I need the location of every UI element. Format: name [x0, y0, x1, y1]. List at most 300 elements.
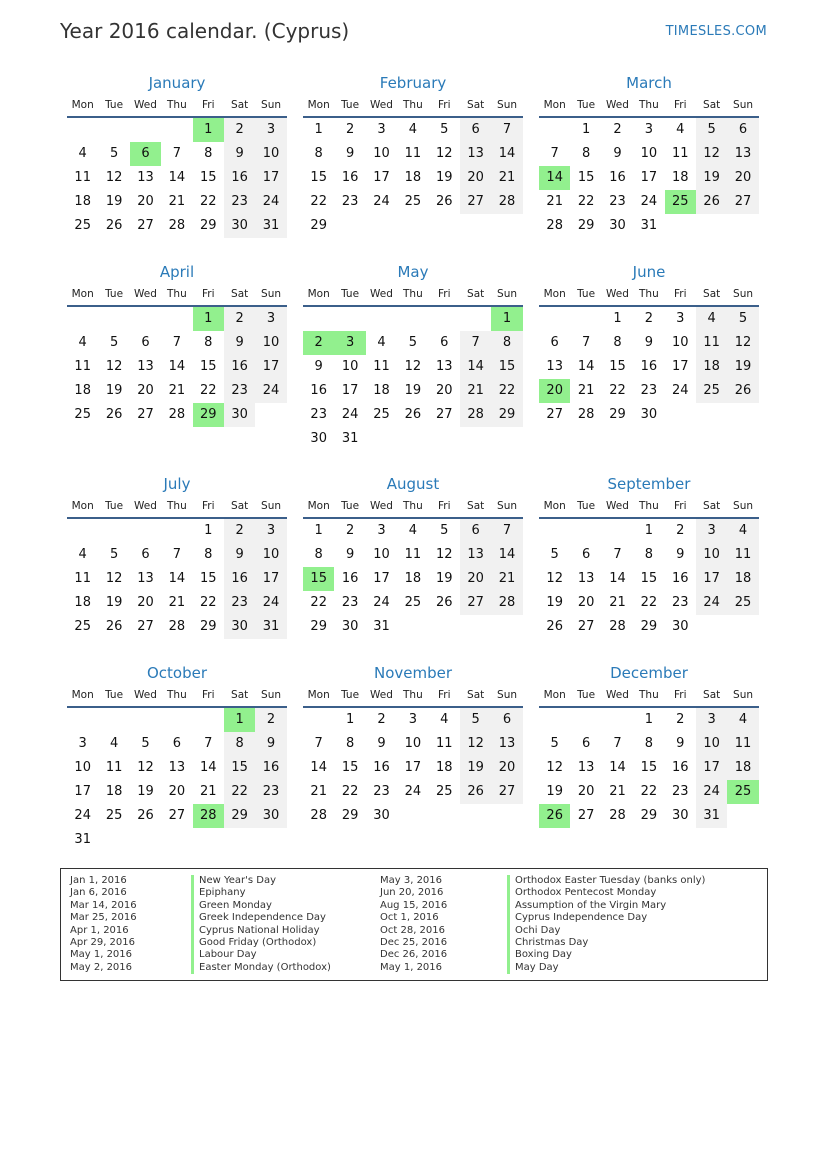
day-cell: 23	[224, 379, 255, 403]
day-grid	[303, 307, 523, 451]
weekday-label: Wed	[370, 500, 393, 512]
day-cell: 29	[491, 403, 522, 427]
day-cell: 13	[460, 142, 491, 166]
weekday-label: Sat	[467, 288, 485, 300]
weekday-label: Tue	[341, 500, 360, 512]
day-cell: 17	[640, 170, 658, 185]
day-cell: 16	[224, 567, 255, 591]
day-cell: 7	[491, 118, 522, 142]
day-cell: 22	[199, 595, 217, 610]
day-cell: 23	[341, 194, 359, 209]
day-cell: 25	[696, 379, 727, 403]
empty-cell	[460, 427, 491, 451]
legend-dates-left	[70, 875, 137, 974]
day-cell: 22	[640, 595, 658, 610]
empty-cell	[665, 214, 696, 238]
empty-cell	[98, 708, 129, 732]
day-cell: 22	[224, 780, 255, 804]
empty-cell	[397, 214, 428, 238]
day-cell: 3	[255, 118, 286, 142]
day-cell: 22	[310, 595, 327, 610]
legend-holiday-name: Cyprus National Holiday	[191, 925, 331, 937]
day-cell: 31	[341, 431, 359, 446]
weekday-label: Sat	[703, 288, 721, 300]
day-cell: 14	[491, 142, 522, 166]
weekday-label: Tue	[577, 288, 596, 300]
weekday-header	[539, 495, 759, 519]
day-cell: 20	[577, 595, 595, 610]
legend-date: Aug 15, 2016	[380, 899, 448, 911]
day-cell: 26	[696, 190, 727, 214]
day-cell: 30	[671, 808, 689, 823]
day-grid	[303, 118, 523, 238]
day-cell: 2	[377, 712, 386, 727]
day-cell: 26	[539, 804, 570, 828]
day-cell: 20	[491, 756, 522, 780]
weekday-label: Sun	[733, 500, 754, 512]
day-cell: 18	[671, 170, 689, 185]
day-cell: 20	[460, 567, 491, 591]
weekday-header	[303, 495, 523, 519]
day-grid	[67, 519, 287, 639]
day-cell: 28	[491, 591, 522, 615]
day-cell: 9	[345, 547, 355, 562]
day-cell: 25	[665, 190, 696, 214]
day-cell: 12	[435, 547, 453, 562]
day-cell: 18	[727, 567, 758, 591]
day-cell: 1	[193, 118, 224, 142]
day-cell: 29	[199, 218, 217, 233]
day-cell: 1	[224, 708, 255, 732]
day-cell: 20	[727, 166, 758, 190]
day-cell: 11	[74, 170, 91, 185]
day-cell: 19	[546, 784, 563, 799]
month-february	[303, 72, 523, 238]
day-cell: 11	[696, 331, 727, 355]
weekday-label: Sat	[231, 500, 249, 512]
day-cell: 29	[640, 808, 658, 823]
day-cell: 20	[577, 784, 595, 799]
weekday-header	[539, 684, 759, 708]
weekday-label: Sat	[231, 689, 249, 701]
day-cell: 21	[168, 383, 186, 398]
day-cell: 28	[460, 403, 491, 427]
day-cell: 10	[696, 732, 727, 756]
empty-cell	[727, 214, 758, 238]
day-cell: 25	[727, 591, 758, 615]
day-cell: 26	[105, 407, 123, 422]
day-cell: 16	[640, 359, 658, 374]
weekday-label: Wed	[606, 288, 629, 300]
month-name: February	[379, 74, 447, 92]
day-cell: 14	[609, 571, 626, 586]
day-cell: 7	[172, 146, 181, 161]
month-may	[303, 261, 523, 451]
day-cell: 25	[435, 784, 453, 799]
day-cell: 23	[640, 383, 658, 398]
legend-holiday-name: New Year's Day	[191, 875, 331, 887]
day-cell: 29	[577, 218, 595, 233]
legend-holiday-name: Labour Day	[191, 949, 331, 961]
day-cell: 3	[676, 311, 685, 326]
month-november	[303, 662, 523, 828]
day-cell: 10	[373, 547, 390, 562]
day-cell: 17	[255, 355, 286, 379]
weekday-label: Fri	[674, 99, 687, 111]
weekday-label: Fri	[438, 500, 451, 512]
weekday-header	[303, 94, 523, 118]
day-cell: 5	[696, 118, 727, 142]
weekday-label: Mon	[307, 500, 330, 512]
day-cell: 24	[373, 595, 390, 610]
day-cell: 2	[676, 523, 685, 538]
day-cell: 3	[78, 736, 87, 751]
day-cell: 6	[581, 547, 591, 562]
empty-cell	[539, 708, 570, 732]
day-cell: 5	[440, 122, 449, 137]
day-cell: 16	[224, 166, 255, 190]
empty-cell	[429, 307, 460, 331]
day-cell: 20	[435, 383, 453, 398]
legend-date: May 2, 2016	[70, 961, 133, 973]
weekday-label: Wed	[606, 500, 629, 512]
day-cell: 13	[137, 359, 154, 374]
day-cell: 4	[377, 335, 386, 350]
day-cell: 23	[671, 784, 689, 799]
day-cell: 1	[644, 523, 653, 538]
weekday-label: Tue	[577, 689, 596, 701]
day-cell: 8	[613, 335, 622, 350]
day-cell: 21	[546, 194, 563, 209]
day-cell: 6	[172, 736, 181, 751]
day-cell: 26	[727, 379, 758, 403]
month-name: July	[163, 475, 191, 493]
weekday-header	[539, 283, 759, 307]
day-cell: 2	[303, 331, 334, 355]
weekday-label: Tue	[105, 689, 124, 701]
day-cell: 28	[193, 804, 224, 828]
empty-cell	[491, 804, 522, 828]
day-cell: 16	[224, 355, 255, 379]
empty-cell	[255, 828, 286, 852]
empty-cell	[397, 307, 428, 331]
day-cell: 17	[341, 383, 359, 398]
day-cell: 1	[314, 122, 323, 137]
day-cell: 4	[408, 523, 417, 538]
day-cell: 4	[727, 708, 758, 732]
month-name: April	[159, 263, 195, 281]
day-cell: 30	[341, 619, 359, 634]
day-cell: 1	[314, 523, 323, 538]
weekday-label: Thu	[167, 288, 187, 300]
day-cell: 19	[137, 784, 154, 799]
day-cell: 30	[224, 403, 255, 427]
day-cell: 24	[640, 194, 658, 209]
weekday-label: Mon	[543, 288, 566, 300]
empty-cell	[98, 519, 129, 543]
weekday-label: Sat	[703, 99, 721, 111]
empty-cell	[303, 708, 334, 732]
day-cell: 2	[644, 311, 653, 326]
day-cell: 8	[204, 335, 213, 350]
day-cell: 28	[577, 407, 595, 422]
month-name: September	[607, 475, 691, 493]
day-cell: 9	[613, 146, 622, 161]
day-cell: 23	[609, 194, 626, 209]
empty-cell	[161, 708, 192, 732]
empty-cell	[696, 214, 727, 238]
day-cell: 11	[373, 359, 390, 374]
day-cell: 8	[491, 331, 522, 355]
day-cell: 25	[74, 619, 91, 634]
weekday-label: Sun	[733, 288, 754, 300]
day-cell: 8	[644, 547, 653, 562]
weekday-label: Wed	[134, 500, 157, 512]
month-name: June	[632, 263, 666, 281]
empty-cell	[334, 214, 365, 238]
weekday-label: Fri	[674, 288, 687, 300]
day-cell: 16	[671, 760, 689, 775]
weekday-label: Sat	[467, 500, 485, 512]
day-cell: 4	[676, 122, 685, 137]
empty-cell	[727, 403, 758, 427]
day-cell: 27	[460, 591, 491, 615]
legend-dates-right	[380, 875, 447, 974]
legend-holiday-name: Cyprus Independence Day	[507, 912, 705, 924]
legend-date: Mar 14, 2016	[70, 899, 137, 911]
day-cell: 17	[404, 760, 422, 775]
day-cell: 19	[105, 595, 123, 610]
day-cell: 8	[345, 736, 355, 751]
day-cell: 16	[373, 760, 390, 775]
day-cell: 10	[671, 335, 689, 350]
day-cell: 24	[671, 383, 689, 398]
day-cell: 28	[609, 619, 626, 634]
day-cell: 29	[341, 808, 359, 823]
empty-cell	[161, 307, 192, 331]
day-cell: 6	[491, 708, 522, 732]
day-cell: 17	[74, 784, 91, 799]
weekday-label: Fri	[438, 99, 451, 111]
day-cell: 17	[255, 567, 286, 591]
day-cell: 24	[74, 808, 91, 823]
weekday-label: Thu	[403, 500, 423, 512]
day-cell: 6	[141, 547, 150, 562]
day-cell: 5	[550, 736, 559, 751]
day-cell: 15	[341, 760, 359, 775]
day-cell: 2	[613, 122, 622, 137]
empty-cell	[602, 519, 633, 543]
day-cell: 30	[224, 214, 255, 238]
day-cell: 13	[577, 760, 595, 775]
day-cell: 15	[577, 170, 595, 185]
day-cell: 11	[404, 547, 422, 562]
empty-cell	[366, 214, 397, 238]
day-cell: 21	[168, 194, 186, 209]
empty-cell	[460, 214, 491, 238]
day-cell: 24	[341, 407, 359, 422]
empty-cell	[570, 307, 601, 331]
day-cell: 13	[491, 732, 522, 756]
day-cell: 21	[491, 166, 522, 190]
day-cell: 15	[640, 571, 658, 586]
empty-cell	[429, 427, 460, 451]
day-cell: 2	[255, 708, 286, 732]
empty-cell	[665, 403, 696, 427]
page-title: Year 2016 calendar. (Cyprus)	[60, 19, 350, 43]
legend-date: Oct 28, 2016	[380, 924, 445, 936]
day-cell: 21	[199, 784, 217, 799]
weekday-label: Thu	[167, 689, 187, 701]
day-grid	[67, 708, 287, 852]
day-cell: 27	[137, 407, 154, 422]
weekday-label: Fri	[202, 500, 215, 512]
legend-date: Oct 1, 2016	[380, 912, 439, 924]
weekday-label: Mon	[71, 288, 94, 300]
weekday-label: Mon	[307, 689, 330, 701]
day-cell: 24	[255, 190, 286, 214]
day-cell: 6	[130, 142, 161, 166]
day-cell: 29	[193, 403, 224, 427]
day-cell: 8	[314, 146, 323, 161]
weekday-header	[303, 684, 523, 708]
day-cell: 18	[74, 383, 91, 398]
day-cell: 21	[577, 383, 595, 398]
month-name: October	[146, 664, 208, 682]
day-cell: 28	[168, 407, 186, 422]
day-cell: 1	[644, 712, 653, 727]
day-cell: 29	[310, 218, 327, 233]
day-cell: 2	[224, 118, 255, 142]
day-cell: 4	[78, 335, 87, 350]
day-cell: 22	[310, 194, 327, 209]
day-cell: 13	[168, 760, 186, 775]
empty-cell	[696, 403, 727, 427]
empty-cell	[67, 118, 98, 142]
day-cell: 12	[105, 170, 123, 185]
day-cell: 20	[137, 383, 154, 398]
day-cell: 1	[613, 311, 622, 326]
weekday-label: Wed	[370, 288, 393, 300]
legend-holiday-name: Boxing Day	[507, 949, 705, 961]
day-cell: 11	[727, 543, 758, 567]
day-cell: 28	[491, 190, 522, 214]
empty-cell	[491, 214, 522, 238]
day-cell: 9	[345, 146, 355, 161]
empty-cell	[130, 828, 161, 852]
day-cell: 23	[310, 407, 327, 422]
weekday-header	[67, 283, 287, 307]
day-cell: 3	[334, 331, 365, 355]
day-cell: 18	[74, 595, 91, 610]
empty-cell	[255, 403, 286, 427]
day-cell: 27	[137, 218, 154, 233]
day-cell: 28	[168, 619, 186, 634]
day-cell: 29	[310, 619, 327, 634]
weekday-label: Mon	[307, 99, 330, 111]
site-link[interactable]: TIMESLES.COM	[665, 24, 767, 39]
empty-cell	[130, 519, 161, 543]
month-april	[67, 261, 287, 427]
day-cell: 12	[460, 732, 491, 756]
empty-cell	[303, 307, 334, 331]
day-cell: 19	[460, 756, 491, 780]
day-cell: 7	[613, 547, 622, 562]
day-cell: 14	[577, 359, 595, 374]
month-august	[303, 473, 523, 639]
day-cell: 30	[224, 615, 255, 639]
legend-date: May 3, 2016	[380, 875, 443, 886]
day-cell: 25	[404, 595, 422, 610]
day-cell: 31	[255, 214, 286, 238]
empty-cell	[429, 615, 460, 639]
day-cell: 7	[204, 736, 213, 751]
day-cell: 13	[137, 571, 154, 586]
day-cell: 3	[255, 519, 286, 543]
day-cell: 17	[373, 571, 390, 586]
day-cell: 17	[696, 756, 727, 780]
day-cell: 14	[491, 543, 522, 567]
day-cell: 26	[404, 407, 422, 422]
day-cell: 4	[440, 712, 449, 727]
day-cell: 1	[491, 307, 522, 331]
day-cell: 2	[676, 712, 685, 727]
day-cell: 18	[435, 760, 453, 775]
day-cell: 26	[105, 218, 123, 233]
day-grid	[303, 708, 523, 828]
day-cell: 22	[609, 383, 626, 398]
legend-date: Dec 26, 2016	[380, 949, 448, 961]
empty-cell	[602, 708, 633, 732]
weekday-label: Mon	[307, 288, 330, 300]
weekday-label: Sun	[497, 288, 518, 300]
day-cell: 12	[435, 146, 453, 161]
empty-cell	[366, 427, 397, 451]
day-cell: 27	[577, 808, 595, 823]
empty-cell	[570, 708, 601, 732]
day-cell: 15	[310, 170, 327, 185]
day-cell: 4	[696, 307, 727, 331]
weekday-label: Sat	[467, 689, 485, 701]
weekday-label: Wed	[134, 288, 157, 300]
day-cell: 6	[440, 335, 449, 350]
month-january	[67, 72, 287, 238]
day-cell: 20	[539, 379, 570, 403]
empty-cell	[98, 828, 129, 852]
day-cell: 7	[581, 335, 591, 350]
weekday-label: Mon	[543, 689, 566, 701]
weekday-label: Thu	[167, 99, 187, 111]
weekday-label: Sun	[497, 99, 518, 111]
day-cell: 15	[224, 756, 255, 780]
empty-cell	[130, 307, 161, 331]
day-cell: 9	[224, 331, 255, 355]
day-cell: 10	[404, 736, 422, 751]
legend-holiday-name: Orthodox Pentecost Monday	[507, 887, 705, 899]
empty-cell	[696, 615, 727, 639]
day-cell: 17	[671, 359, 689, 374]
day-cell: 16	[341, 571, 359, 586]
day-cell: 12	[137, 760, 154, 775]
day-cell: 17	[696, 567, 727, 591]
day-cell: 14	[168, 359, 186, 374]
empty-cell	[67, 307, 98, 331]
day-cell: 5	[727, 307, 758, 331]
day-cell: 12	[727, 331, 758, 355]
weekday-label: Fri	[674, 500, 687, 512]
day-cell: 5	[109, 335, 119, 350]
weekday-label: Mon	[543, 99, 566, 111]
